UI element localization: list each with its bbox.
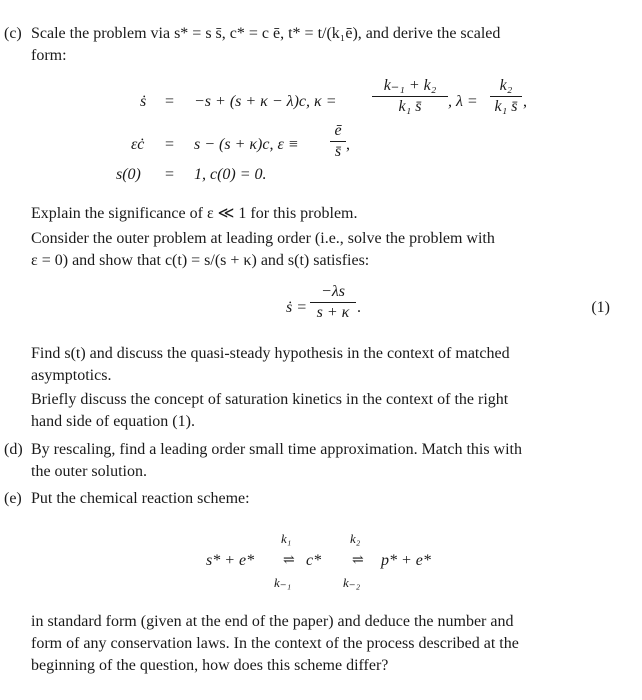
eq3-lhs: s(0) bbox=[116, 166, 141, 183]
explain-text: Explain the significance of ε ≪ 1 for this problem. bbox=[31, 205, 358, 222]
part-e-line1: Put the chemical reaction scheme: bbox=[31, 490, 250, 507]
equilibrium-arrow-1: ⇌ bbox=[283, 553, 295, 568]
eq2-equals: = bbox=[165, 136, 175, 153]
find-line2: asymptotics. bbox=[31, 367, 112, 384]
part-c-intro-line1: Scale the problem via s* = s s̄, c* = c ē, t* = t/(k₁ē), and derive the scaled bbox=[31, 25, 501, 42]
lambda-numerator: k₂ bbox=[490, 76, 522, 97]
find-line1: Find s(t) and discuss the quasi-steady hypothesis in the context of matched bbox=[31, 345, 510, 362]
lambda-fraction bbox=[490, 76, 522, 117]
brief-line2: hand side of equation (1). bbox=[31, 413, 195, 430]
epsilon-denominator: s̄ bbox=[334, 143, 342, 160]
part-c-intro-line2: form: bbox=[31, 47, 67, 64]
lambda-end: , bbox=[523, 93, 527, 110]
rate-k1: k₁ bbox=[281, 531, 292, 546]
epsilon-end: , bbox=[346, 136, 350, 153]
brief-line1: Briefly discuss the concept of saturation kinetics in the context of the right bbox=[31, 391, 509, 408]
part-e-end-line3: beginning of the question, how does this scheme differ? bbox=[31, 657, 389, 674]
eqn1-lhs: ṡ = bbox=[286, 299, 308, 316]
part-e-label: (e) bbox=[4, 490, 22, 507]
eqn1-end: . bbox=[357, 299, 361, 316]
eq1-equals: = bbox=[165, 93, 175, 110]
eqn1-denominator: s + κ bbox=[316, 304, 350, 321]
kappa-fraction bbox=[372, 76, 448, 117]
rate-k-minus-1: k₋₁ bbox=[274, 575, 292, 590]
epsilon-numerator: ē bbox=[330, 121, 346, 142]
lambda-label: , λ = bbox=[448, 93, 478, 110]
eq1-lhs: ṡ bbox=[140, 93, 147, 110]
part-e-end-line2: form of any conservation laws. In the context of the process described at the bbox=[31, 635, 519, 652]
rate-k-minus-2: k₋₂ bbox=[343, 575, 361, 590]
outer-line1: Consider the outer problem at leading order (i.e., solve the problem with bbox=[31, 230, 495, 247]
part-d-line2: the outer solution. bbox=[31, 463, 147, 480]
lambda-denominator: k₁ s̄ bbox=[494, 98, 518, 115]
eqn1-numerator: −λs bbox=[310, 282, 356, 303]
part-d-label: (d) bbox=[4, 441, 23, 458]
kappa-denominator: k₁ s̄ bbox=[398, 98, 422, 115]
eq2-lhs: εċ bbox=[131, 136, 145, 153]
epsilon-fraction bbox=[330, 121, 346, 162]
rate-k2: k₂ bbox=[350, 531, 361, 546]
scheme-reactants: s* + e* bbox=[206, 552, 255, 569]
outer-line2: ε = 0) and show that c(t) = s/(s + κ) and s(t) satisfies: bbox=[31, 252, 370, 269]
eq2-rhs: s − (s + κ)c, ε ≡ bbox=[194, 136, 299, 153]
equilibrium-arrow-2: ⇌ bbox=[352, 553, 364, 568]
eq1-rhs: −s + (s + κ − λ)c, κ = bbox=[194, 93, 337, 110]
part-e-end-line1: in standard form (given at the end of the paper) and deduce the number and bbox=[31, 613, 514, 630]
scheme-complex: c* bbox=[306, 552, 322, 569]
part-c-label: (c) bbox=[4, 25, 22, 42]
equation-number: (1) bbox=[591, 299, 610, 316]
eq3-rhs: 1, c(0) = 0. bbox=[194, 166, 267, 183]
part-d-line1: By rescaling, find a leading order small time approximation. Match this with bbox=[31, 441, 522, 458]
scheme-products: p* + e* bbox=[381, 552, 431, 569]
kappa-numerator: k₋₁ + k₂ bbox=[372, 76, 448, 97]
eqn1-fraction bbox=[310, 282, 356, 323]
eq3-equals: = bbox=[165, 166, 175, 183]
